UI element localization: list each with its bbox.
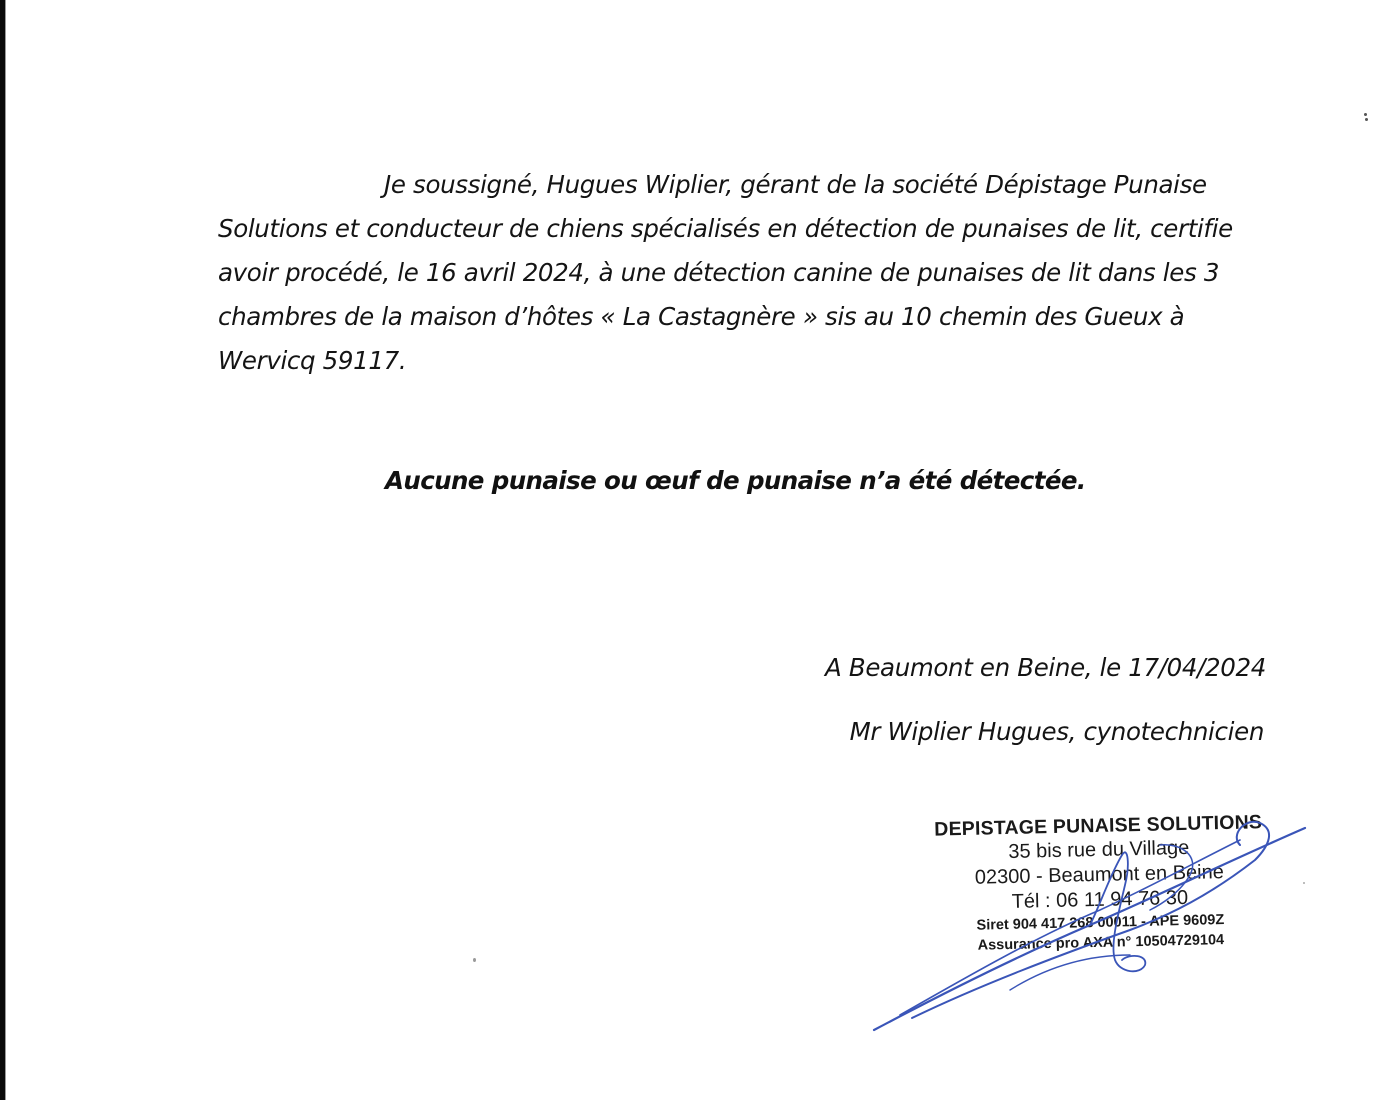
company-stamp (918, 810, 1281, 957)
stamp-phone: Tél : 06 11 94 76 30 (1011, 886, 1189, 913)
stamp-insurance: Assurance pro AXA n° 10504729104 (977, 932, 1225, 954)
stamp-company-name: DEPISTAGE PUNAISE SOLUTIONS (934, 811, 1263, 841)
signer-name: Mr Wiplier Hugues, cynotechnicien (849, 717, 1264, 746)
stamp-street: 35 bis rue du Village (1008, 836, 1190, 863)
scan-speck (1365, 118, 1368, 121)
place-and-date: A Beaumont en Beine, le 17/04/2024 (825, 653, 1266, 682)
attestation-paragraph (218, 163, 1343, 383)
paragraph-line: Wervicq 59117. (218, 346, 407, 375)
scan-speck (1364, 113, 1367, 116)
stamp-city: 02300 - Beaumont en Beine (974, 861, 1225, 889)
stamp-siret: Siret 904 417 268 00011 - APE 9609Z (976, 912, 1225, 934)
result-statement: Aucune punaise ou œuf de punaise n’a été détectée. (385, 466, 1086, 495)
scan-edge-shadow (5, 0, 6, 1100)
paragraph-line: chambres de la maison d’hôtes « La Castagnère » sis au 10 chemin des Gueux à (218, 302, 1185, 331)
scan-speck (1303, 882, 1305, 884)
scan-speck (473, 958, 476, 962)
paragraph-line: Solutions et conducteur de chiens spécialisés en détection de punaises de lit, certifie (218, 214, 1233, 243)
paragraph-line: Je soussigné, Hugues Wiplier, gérant de la société Dépistage Punaise (384, 170, 1207, 199)
paragraph-line: avoir procédé, le 16 avril 2024, à une détection canine de punaises de lit dans les 3 (218, 258, 1220, 287)
